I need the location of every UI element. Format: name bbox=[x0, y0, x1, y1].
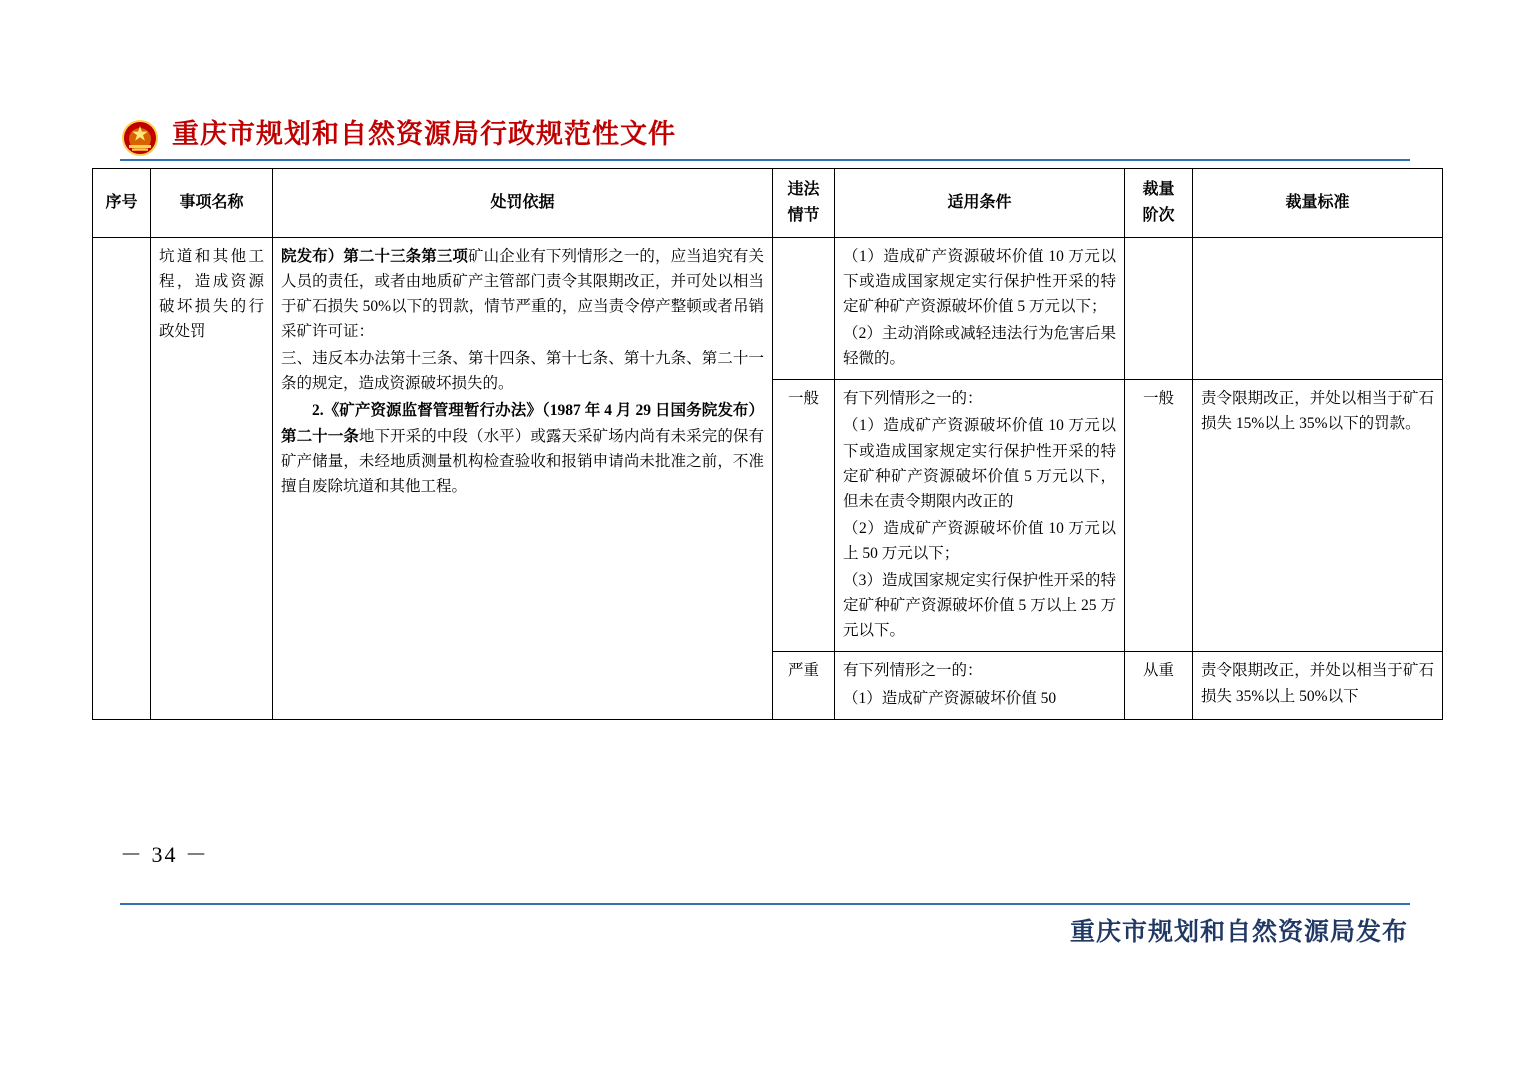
header-divider bbox=[120, 159, 1410, 161]
condition-line: 有下列情形之一的： bbox=[843, 390, 983, 408]
column-header-basis: 处罚依据 bbox=[273, 169, 773, 238]
column-header-level bbox=[1125, 169, 1193, 238]
cell-standard: 责令限期改正，并处以相当于矿石损失 15%以上 35%以下的罚款。 bbox=[1193, 380, 1443, 652]
cell-conditions bbox=[835, 237, 1125, 380]
cell-level: 从重 bbox=[1125, 652, 1193, 719]
cell-serial-number bbox=[93, 237, 151, 719]
header-title: 重庆市规划和自然资源局行政规范性文件 bbox=[172, 119, 676, 149]
condition-line: 有下列情形之一的： bbox=[843, 662, 983, 680]
basis-paragraph-2: 三、违反本办法第十三条、第十四条、第十七条、第十九条、第二十一条的规定，造成资源破坏损失的。 bbox=[281, 350, 764, 393]
condition-line: （2）主动消除或减轻违法行为危害后果轻微的。 bbox=[843, 325, 1116, 368]
condition-line: （1）造成矿产资源破坏价值 50 bbox=[843, 689, 1057, 707]
document-header bbox=[120, 110, 1410, 166]
condition-line: （3）造成国家规定实行保护性开采的特定矿种矿产资源破坏价值 5 万以上 25 万元以下。 bbox=[843, 572, 1116, 640]
cell-severity: 一般 bbox=[773, 380, 835, 652]
cell-level bbox=[1125, 237, 1193, 380]
national-emblem-icon bbox=[120, 118, 160, 158]
cell-level: 一般 bbox=[1125, 380, 1193, 652]
cell-conditions bbox=[835, 380, 1125, 652]
column-header-level-line1: 裁量 bbox=[1142, 181, 1175, 198]
basis-paragraph-1-bold: 院发布）第二十三条第三项 bbox=[281, 247, 468, 265]
basis-paragraph-3-text: 地下开采的中段（水平）或露天采矿场内尚有未采完的保有矿产储量，未经地质测量机构检查验收和报销申请尚未批准之前，不准擅自废除坑道和其他工程。 bbox=[281, 427, 764, 495]
column-header-severity bbox=[773, 169, 835, 238]
footer-publisher: 重庆市规划和自然资源局发布 bbox=[1069, 919, 1408, 946]
column-header-standard: 裁量标准 bbox=[1193, 169, 1443, 238]
column-header-severity-line1: 违法 bbox=[787, 181, 820, 198]
cell-standard bbox=[1193, 237, 1443, 380]
condition-line: （1）造成矿产资源破坏价值 10 万元以下或造成国家规定实行保护性开采的特定矿种矿产资源破坏价值 5 万元以下； bbox=[843, 247, 1116, 316]
discretion-standard-table bbox=[92, 168, 1443, 720]
column-header-no: 序号 bbox=[93, 169, 151, 238]
condition-line: （2）造成矿产资源破坏价值 10 万元以上 50 万元以下； bbox=[843, 519, 1116, 563]
basis-paragraph-1 bbox=[281, 244, 764, 344]
column-header-severity-line2: 情节 bbox=[787, 206, 820, 224]
cell-severity bbox=[773, 237, 835, 380]
table-header-row bbox=[93, 169, 1443, 238]
cell-conditions bbox=[835, 652, 1125, 719]
cell-severity: 严重 bbox=[773, 652, 835, 719]
basis-paragraph-3-bold: 2.《矿产资源监督管理暂行办法》（1987 年 4 月 29 日国务院发布）第二十一条 bbox=[281, 402, 764, 445]
column-header-condition: 适用条件 bbox=[835, 169, 1125, 238]
column-header-level-line2: 阶次 bbox=[1142, 206, 1175, 224]
table-row bbox=[93, 237, 1443, 380]
column-header-item: 事项名称 bbox=[151, 169, 273, 238]
cell-standard: 责令限期改正，并处以相当于矿石损失 35%以上 50%以下 bbox=[1193, 652, 1443, 719]
basis-paragraph-1-text: 矿山企业有下列情形之一的，应当追究有关人员的责任，或者由地质矿产主管部门责令其限期改正，并可处以相当于矿石损失 50%以下的罚款，情节严重的，应当责令停产整顿或者吊销采矿许可证： bbox=[281, 247, 764, 341]
page-number: － 34 － bbox=[120, 842, 210, 867]
cell-penalty-basis bbox=[273, 237, 773, 719]
cell-item-name: 坑道和其他工程，造成资源破坏损失的行政处罚 bbox=[151, 237, 273, 719]
condition-line: （1）造成矿产资源破坏价值 10 万元以下或造成国家规定实行保护性开采的特定矿种矿产资源破坏价值 5 万元以下，但未在责令期限内改正的 bbox=[843, 417, 1116, 510]
footer-divider bbox=[120, 903, 1410, 905]
basis-paragraph-3 bbox=[281, 398, 764, 498]
